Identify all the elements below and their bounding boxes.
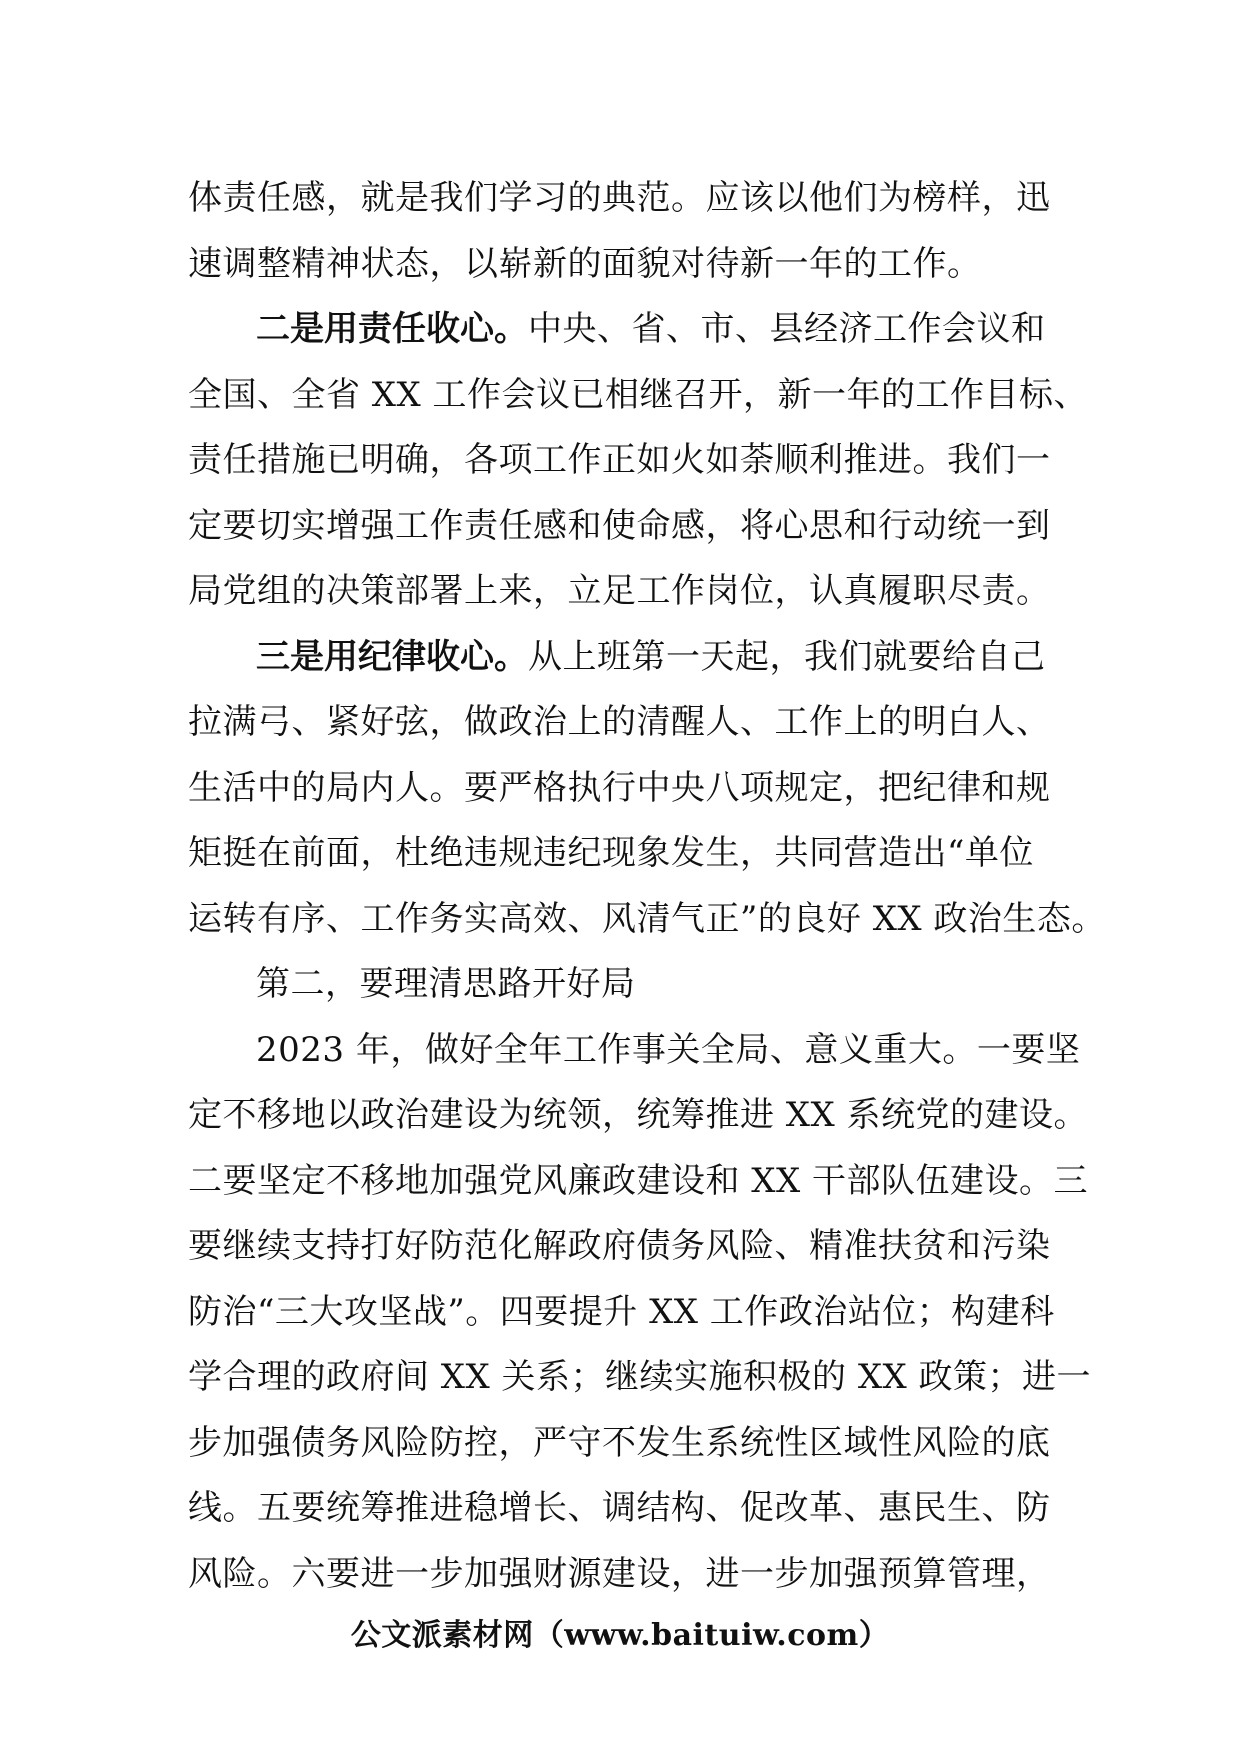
text-line-7: 局党组的决策部署上来，立足工作岗位，认真履职尽责。 (188, 571, 1051, 611)
text-line-1: 体责任感，就是我们学习的典范。应该以他们为榜样，迅 (188, 178, 1051, 218)
document-body (188, 166, 1106, 1607)
text-line-3: 二是用责任收心。中央、省、市、县经济工作会议和 (256, 309, 1046, 349)
text-line-20: 步加强债务风险防控，严守不发生系统性区域性风险的底 (188, 1422, 1051, 1463)
section-heading-discipline: 三是用纪律收心。 (256, 636, 528, 677)
section-title-second: 第二，要理清思路开好局 (256, 964, 636, 1004)
text-line-5: 责任措施已明确，各项工作正如火如荼顺利推进。我们一 (188, 440, 1051, 480)
text-line-18: 防治“三大攻坚战”。四要提升 XX 工作政治站位；构建科 (188, 1291, 1055, 1332)
text-line-14: 2023 年，做好全年工作事关全局、意义重大。一要坚 (256, 1029, 1081, 1070)
text-line-12: 运转有序、工作务实高效、风清气正”的良好 XX 政治生态。 (188, 898, 1106, 939)
text-line-4: 全国、全省 XX 工作会议已相继召开，新一年的工作目标、 (188, 374, 1089, 415)
text-line-10: 生活中的局内人。要严格执行中央八项规定，把纪律和规 (188, 767, 1051, 808)
text-line-15: 定不移地以政治建设为统领，统筹推进 XX 系统党的建设。 (188, 1095, 1089, 1135)
text-line-6: 定要切实增强工作责任感和使命感，将心思和行动统一到 (188, 505, 1051, 546)
text-line-9: 拉满弓、紧好弦，做政治上的清醒人、工作上的明白人、 (188, 702, 1051, 742)
text-line-22: 风险。六要进一步加强财源建设，进一步加强预算管理， (188, 1553, 1051, 1594)
text-line-19: 学合理的政府间 XX 关系；继续实施积极的 XX 政策；进一 (188, 1357, 1092, 1397)
text-line-8: 三是用纪律收心。从上班第一天起，我们就要给自己 (256, 636, 1046, 677)
section-heading-responsibility: 二是用责任收心。 (256, 309, 528, 349)
text-line-11: 矩挺在前面，杜绝违规违纪现象发生，共同营造出“单位 (188, 833, 1034, 873)
text-line-2: 速调整精神状态，以崭新的面貌对待新一年的工作。 (188, 243, 982, 284)
text-line-21: 线。五要统筹推进稳增长、调结构、促改革、惠民生、防 (188, 1488, 1051, 1528)
text-line-16: 二要坚定不移地加强党风廉政建设和 XX 干部队伍建设。三 (188, 1160, 1089, 1201)
text-line-17: 要继续支持打好防范化解政府债务风险、精准扶贫和污染 (188, 1226, 1051, 1266)
footer-watermark: 公文派素材网（www.baituiw.com） (350, 1618, 890, 1653)
